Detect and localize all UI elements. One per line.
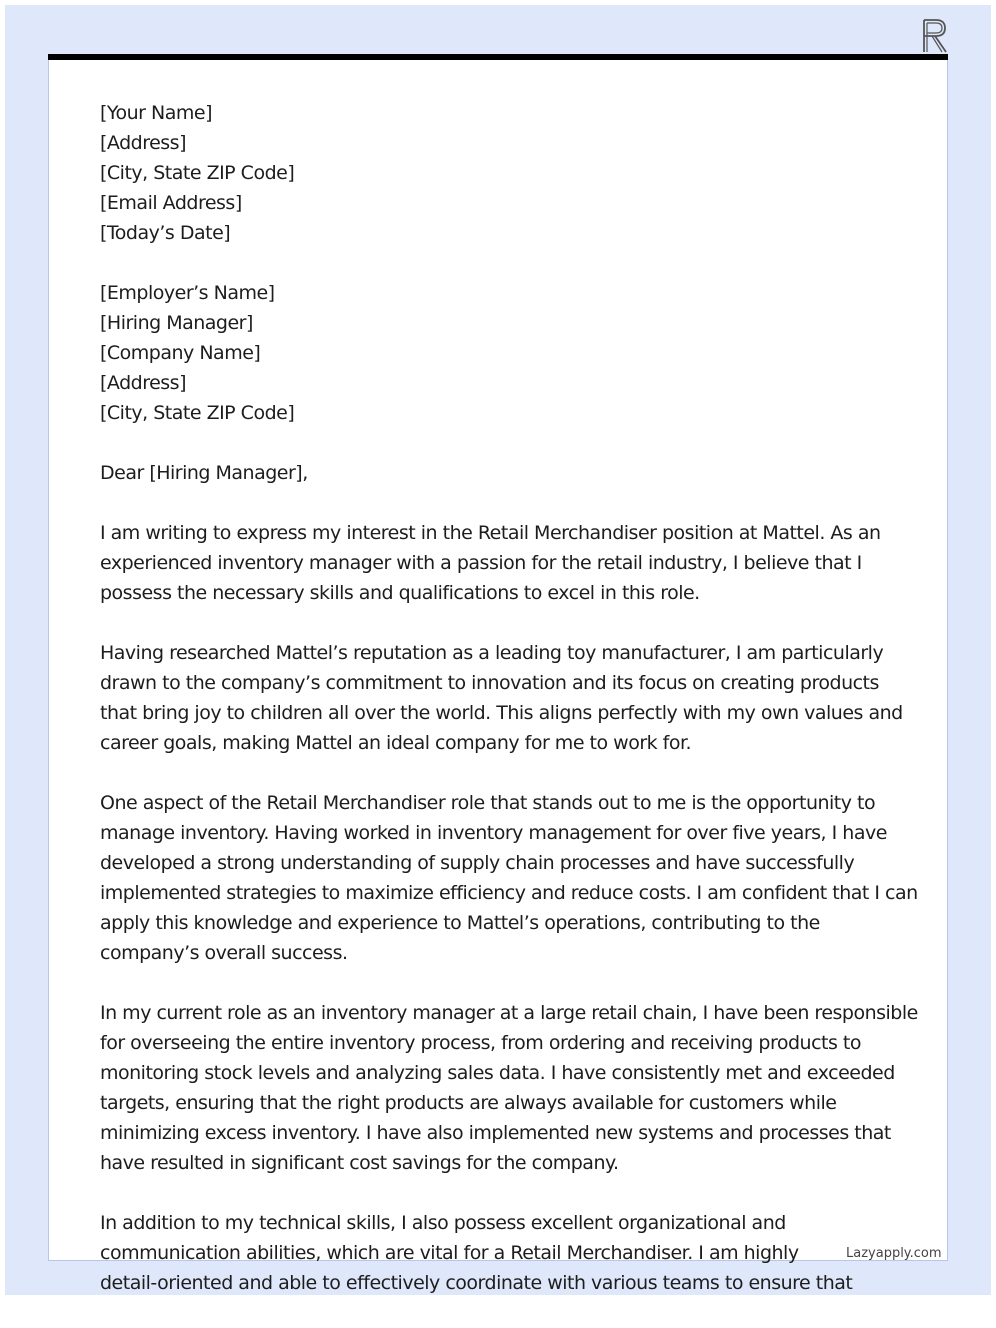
- r-logo-icon: [918, 16, 950, 56]
- employer-name: [Employer’s Name]: [100, 282, 275, 304]
- brand-logo: [918, 16, 950, 56]
- letter-date: [Today’s Date]: [100, 222, 231, 244]
- sender-city-state-zip: [City, State ZIP Code]: [100, 162, 295, 184]
- sender-name: [Your Name]: [100, 102, 212, 124]
- watermark: Lazyapply.com: [846, 1246, 942, 1261]
- recipient-block: [100, 278, 900, 428]
- recipient-address: [Address]: [100, 372, 186, 394]
- hiring-manager: [Hiring Manager]: [100, 312, 253, 334]
- cover-letter: [100, 98, 918, 1328]
- sender-address: [Address]: [100, 132, 186, 154]
- paragraph-2: Having researched Mattel’s reputation as a leading toy manufacturer, I am particularly drawn to the company’s commitment to innovation and its focus on creating products that bring joy to children all over the world. This aligns perfectly with my own values and career goals, making Mattel an ideal company for me to work for.: [100, 642, 903, 754]
- paragraph-1: I am writing to express my interest in the Retail Merchandiser position at Mattel. As an experienced inventory manager with a passion for the retail industry, I believe that I possess the necessary skills and qualifications to excel in this role.: [100, 522, 881, 604]
- paragraph-4: In my current role as an inventory manager at a large retail chain, I have been responsible for overseeing the entire inventory process, from ordering and receiving products to monitoring stock levels and analyzing sales data. I have consistently met and exceeded targets, ensuring that the right products are always available for customers while minimizing excess inventory. I have also implemented new systems and processes that have resulted in significant cost savings for the company.: [100, 1002, 918, 1174]
- salutation: Dear [Hiring Manager],: [100, 462, 308, 484]
- paragraph-5: In addition to my technical skills, I also possess excellent organizational and communication abilities, which are vital for a Retail Merchandiser. I am highly detail-oriented and able to effectively coordinate with various teams to ensure that: [100, 1212, 853, 1294]
- company-name: [Company Name]: [100, 342, 261, 364]
- sender-email: [Email Address]: [100, 192, 242, 214]
- recipient-city-state-zip: [City, State ZIP Code]: [100, 402, 295, 424]
- sender-block: [100, 98, 900, 248]
- paragraph-3: One aspect of the Retail Merchandiser role that stands out to me is the opportunity to manage inventory. Having worked in inventory management for over five years, I have developed a strong understanding of supply chain processes and have successfully implemented strategies to maximize efficiency and reduce costs. I am confident that I can apply this knowledge and experience to Mattel’s operations, contributing to the company’s overall success.: [100, 792, 918, 964]
